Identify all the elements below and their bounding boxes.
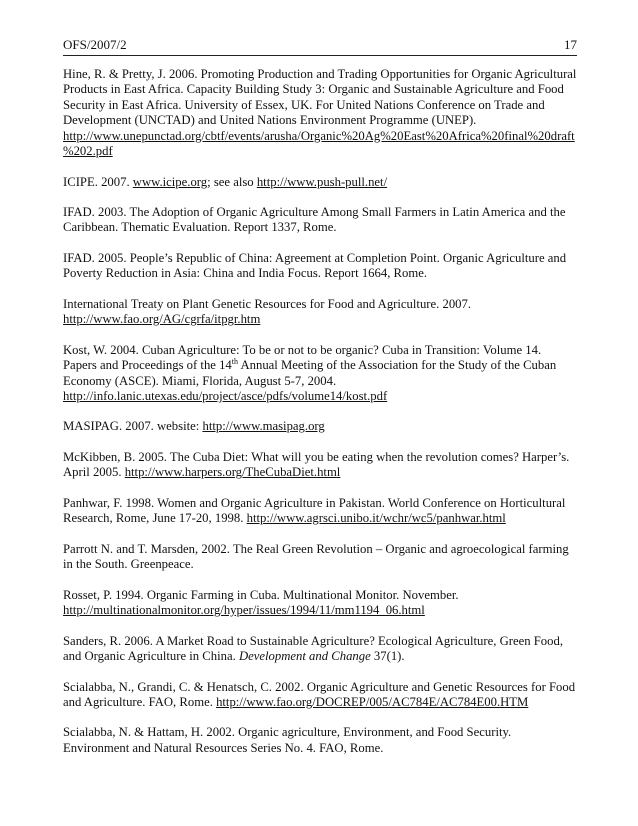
reference-icipe xyxy=(63,175,577,190)
reference-text: IFAD. 2003. The Adoption of Organic Agriculture Among Small Farmers in Latin America and the Caribbean. Thematic Evaluation. Report 1337, Rome. xyxy=(63,205,566,235)
reference-kost xyxy=(63,343,577,405)
reference-ifad-2005 xyxy=(63,251,577,282)
reference-text: McKibben, B. 2005. The Cuba Diet: What will you be eating when the revolution comes? Harper’s. April 2005. xyxy=(63,449,570,480)
reference-text: IFAD. 2005. People’s Republic of China: Agreement at Completion Point. Organic Agriculture and Poverty Reduction in Asia: China and India Focus. Report 1664, Rome. xyxy=(63,250,567,281)
reference-text: Annual Meeting of the Association for the Study of the Cuban Economy (ASCE). Miami, Florida, August 5-7, 2004. xyxy=(63,358,557,388)
reference-link-continued[interactable]: %202.pdf xyxy=(63,144,113,159)
page-header xyxy=(63,36,577,54)
reference-scialabba-hattam xyxy=(63,725,577,756)
page-number: 17 xyxy=(564,37,577,52)
reference-ifad-2003 xyxy=(63,205,577,236)
reference-scialabba-grandi xyxy=(63,680,577,711)
reference-link[interactable]: http://www.push-pull.net/ xyxy=(256,174,388,189)
journal-title: Development and Change xyxy=(238,649,371,663)
reference-list xyxy=(63,67,577,771)
reference-rosset xyxy=(63,588,577,619)
reference-text: Sanders, R. 2006. A Market Road to Sustainable Agriculture? Ecological Agriculture, Green Food, and Organic Agriculture in China. xyxy=(63,633,563,663)
header-rule xyxy=(63,55,577,56)
reference-hine-pretty xyxy=(63,67,577,159)
reference-panhwar xyxy=(63,496,577,527)
reference-text: 37(1). xyxy=(370,649,405,663)
reference-link[interactable]: http://multinationalmonitor.org/hyper/issues/1994/11/mm1194_06.html xyxy=(63,603,425,618)
reference-parrott-marsden xyxy=(63,542,577,573)
reference-text: Scialabba, N. & Hattam, H. 2002. Organic agriculture, Environment, and Food Security. Environment and Natural Resources Series No. 4. FAO, Rome. xyxy=(63,725,512,755)
reference-text: Kost, W. 2004. Cuban Agriculture: To be or not to be organic? Cuba in Transition: Volume 14. Papers and Proceedings of the 14 xyxy=(63,342,542,373)
reference-text: Rosset, P. 1994. Organic Farming in Cuba. Multinational Monitor. November. xyxy=(63,587,459,602)
reference-text: ; see also xyxy=(207,174,257,189)
reference-text: Panhwar, F. 1998. Women and Organic Agriculture in Pakistan. World Conference on Horticultural Research, Rome, June 17-20, 1998. xyxy=(63,495,566,526)
reference-mckibben xyxy=(63,450,577,481)
reference-sanders xyxy=(63,634,577,665)
reference-text: ICIPE. 2007. xyxy=(63,174,133,189)
reference-link[interactable]: www.icipe.org xyxy=(132,174,208,189)
document-id: OFS/2007/2 xyxy=(63,37,127,52)
reference-link[interactable]: http://www.harpers.org/TheCubaDiet.html xyxy=(124,465,341,480)
reference-masipag xyxy=(63,419,577,434)
reference-link[interactable]: http://info.lanic.utexas.edu/project/asce/pdfs/volume14/kost.pdf xyxy=(63,388,388,403)
reference-text: Parrott N. and T. Marsden, 2002. The Real Green Revolution – Organic and agroecological farming in the South. Greenpeace. xyxy=(63,541,569,572)
reference-link[interactable]: http://www.fao.org/DOCREP/005/AC784E/AC784E00.HTM xyxy=(216,694,529,709)
reference-text: International Treaty on Plant Genetic Resources for Food and Agriculture. 2007. xyxy=(63,296,472,311)
reference-link[interactable]: http://www.unepunctad.org/cbtf/events/arusha/Organic%20Ag%20East%20Africa%20final%20draft xyxy=(63,128,575,143)
reference-link[interactable]: http://www.agrsci.unibo.it/wchr/wc5/panhwar.html xyxy=(246,511,506,526)
reference-text: Hine, R. & Pretty, J. 2006. Promoting Production and Trading Opportunities for Organic Agricultural Products in East Africa. Capacity Building Study 3: Organic and Sustainable Agriculture and Food Security in East Africa. University of Essex, UK. For United Nations Conference on Trade and Development (UNCTAD) and United Nations Environment Programme (UNEP). xyxy=(63,67,577,128)
superscript: th xyxy=(231,356,239,366)
reference-link[interactable]: http://www.masipag.org xyxy=(202,419,325,434)
reference-text: Scialabba, N., Grandi, C. & Henatsch, C. 2002. Organic Agriculture and Genetic Resources for Food and Agriculture. FAO, Rome. xyxy=(63,679,576,709)
reference-link[interactable]: http://www.fao.org/AG/cgrfa/itpgr.htm xyxy=(63,312,261,327)
reference-itpgr xyxy=(63,297,577,328)
reference-text: MASIPAG. 2007. website: xyxy=(63,419,203,434)
